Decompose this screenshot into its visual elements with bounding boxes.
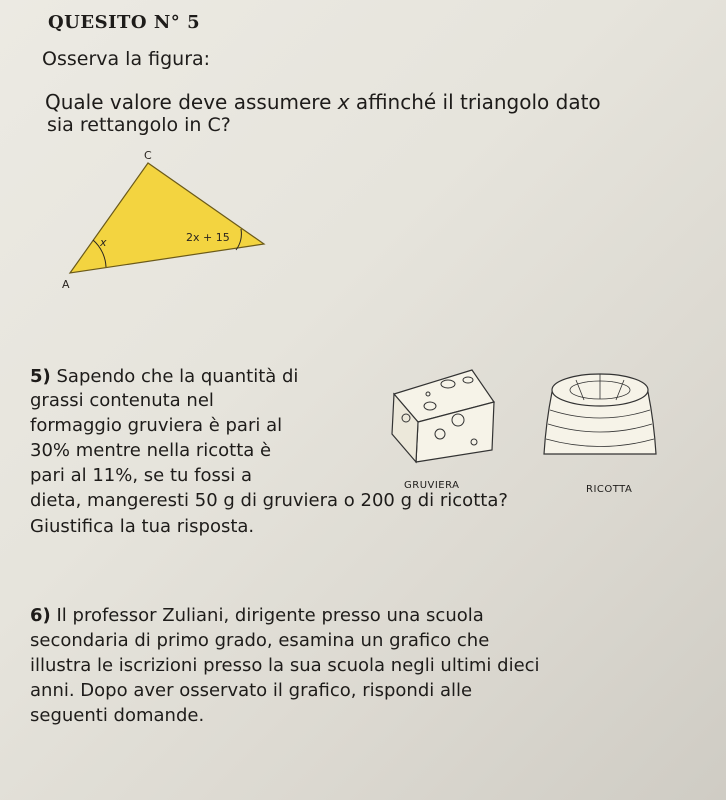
gruviera-cheese-illustration (388, 362, 500, 464)
page-heading: QUESITO N° 5 (48, 12, 201, 33)
problem5-number: 5) (30, 366, 51, 387)
problem5-line: 30% mentre nella ricotta è (30, 440, 272, 461)
problem6-line: seguenti domande. (30, 705, 205, 726)
problem6-number: 6) (30, 605, 51, 626)
vertex-a-label: A (62, 278, 70, 291)
problem5-line: formaggio gruviera è pari al (30, 415, 283, 436)
angle-a-label: x (100, 236, 107, 249)
triangle-shape (70, 163, 264, 273)
question-text-part: Quale valore deve assumere (45, 90, 338, 114)
question-text-end: sia rettangolo in C? (47, 114, 231, 136)
triangle-figure (50, 140, 280, 300)
problem6-line: secondaria di primo grado, esamina un grafico che (30, 630, 490, 651)
angle-b-label: 2x + 15 (186, 231, 230, 244)
problem5-text: Sapendo che la quantità di (50, 366, 299, 387)
gruviera-label: GRUVIERA (404, 480, 460, 491)
problem5-line: Giustifica la tua risposta. (30, 516, 255, 537)
problem6-text: Il professor Zuliani, dirigente presso una scuola (50, 605, 484, 626)
ricotta-cheese-illustration (540, 362, 660, 464)
problem5-line: dieta, mangeresti 50 g di gruviera o 200 g di ricotta? (30, 490, 508, 511)
question-text-part: affinché il triangolo dato (349, 90, 601, 114)
question-intro: Osserva la figura: (42, 48, 211, 70)
problem5-line: pari al 11%, se tu fossi a (30, 465, 253, 486)
problem6-line: illustra le iscrizioni presso la sua scuola negli ultimi dieci (30, 655, 540, 676)
problem5-line (30, 366, 298, 387)
problem6-line (30, 605, 484, 626)
question-text (45, 90, 601, 114)
vertex-c-label: C (144, 149, 152, 162)
problem6-line: anni. Dopo aver osservato il grafico, rispondi alle (30, 680, 473, 701)
ricotta-label: RICOTTA (586, 484, 633, 495)
question-variable: x (337, 90, 350, 114)
problem5-line: grassi contenuta nel (30, 390, 214, 411)
